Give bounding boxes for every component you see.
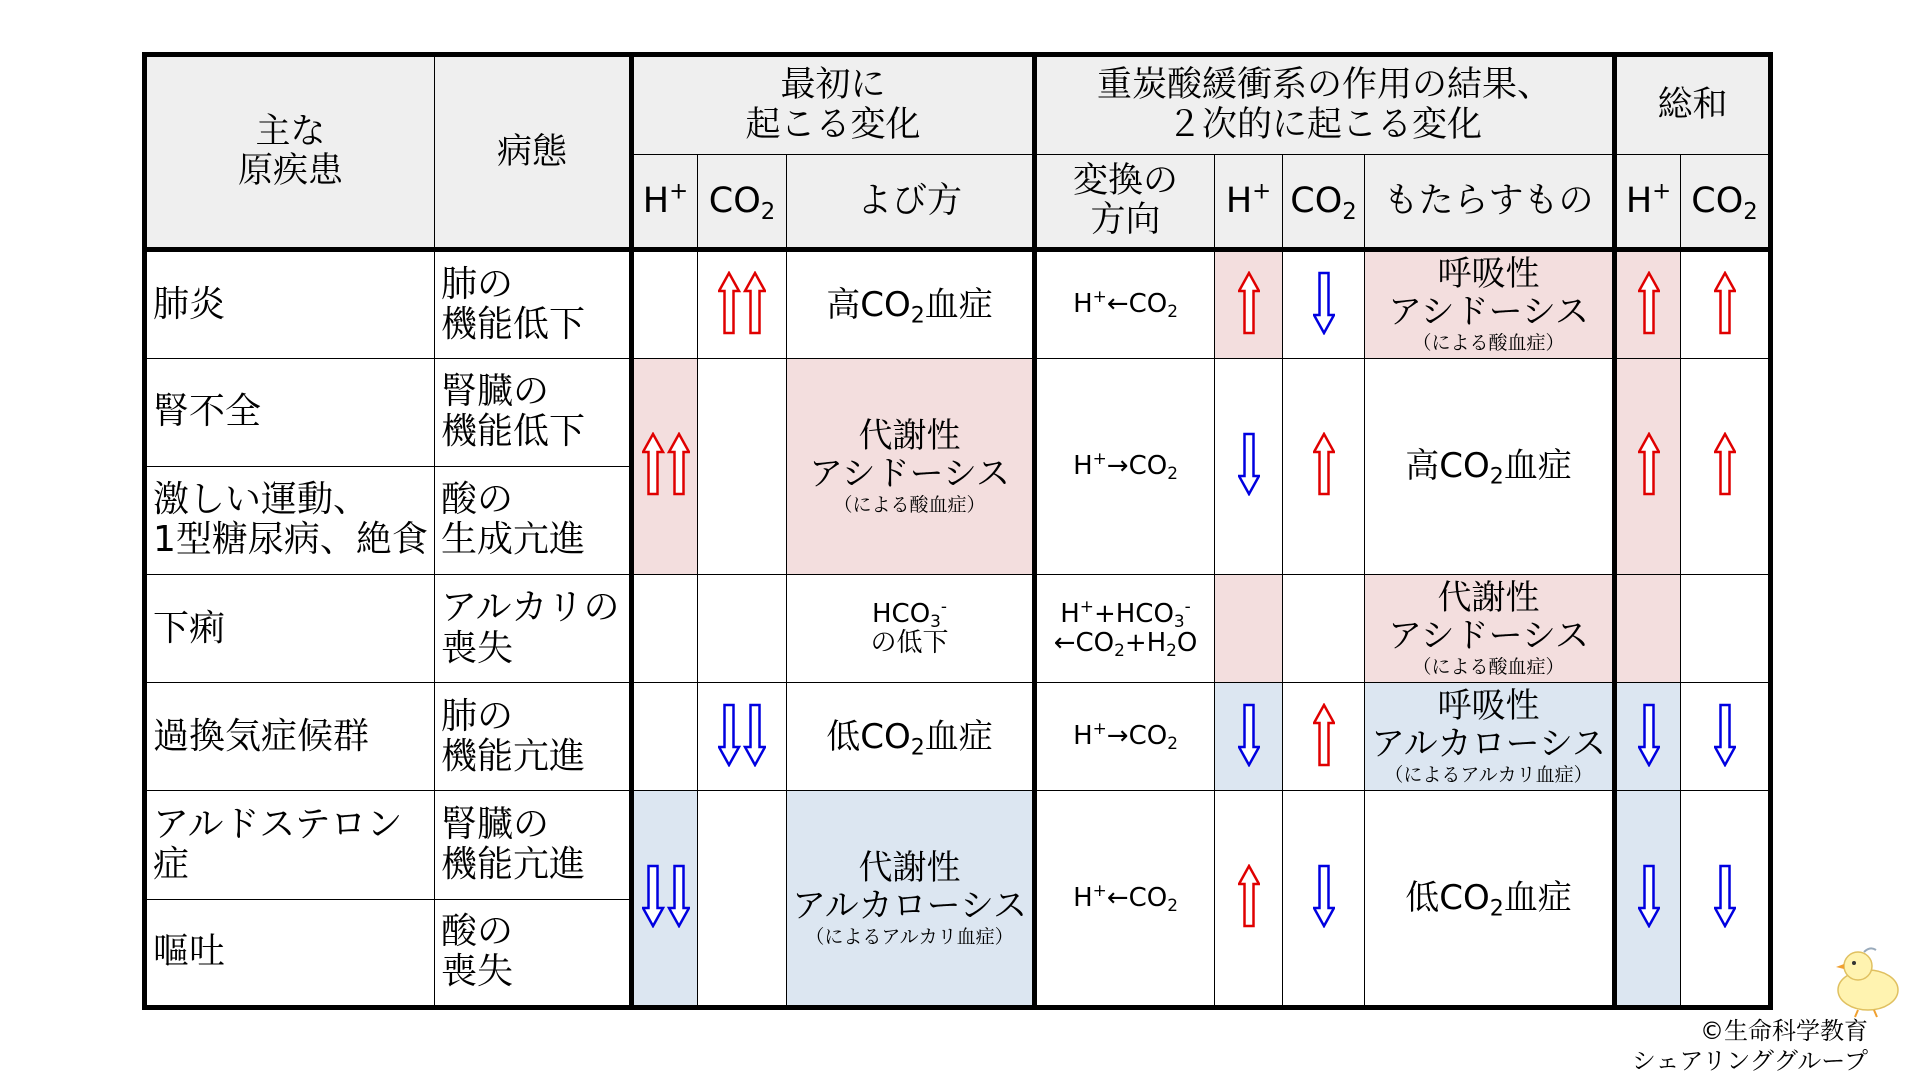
initial-co2-cell	[698, 358, 787, 574]
total-h-cell	[1615, 575, 1681, 683]
header-initial-change: 最初に 起こる変化	[632, 55, 1035, 155]
up-arrow-icon	[1238, 864, 1260, 932]
disease-cell: 激しい運動、 1型糖尿病、絶食	[145, 466, 435, 574]
disease-cell: 腎不全	[145, 358, 435, 466]
naming-cell: $HCO_3^-$ の低下	[787, 575, 1035, 683]
initial-co2-cell	[698, 575, 787, 683]
copyright-credit	[1632, 1016, 1868, 1076]
secondary-h-cell	[1215, 575, 1283, 683]
initial-h-cell	[632, 358, 698, 574]
disease-cell: 過換気症候群	[145, 683, 435, 791]
direction-cell: $H^+\leftarrow CO_2$	[1035, 250, 1215, 358]
result-cell: 呼吸性 アルカローシス （によるアルカリ血症）	[1365, 683, 1615, 791]
down-arrow-icon	[1238, 703, 1260, 771]
pathology-cell: 肺の 機能亢進	[435, 683, 632, 791]
up-arrow-icon	[1313, 703, 1335, 771]
credit-line-2: シェアリンググループ	[1631, 1047, 1868, 1075]
pathology-cell: 肺の 機能低下	[435, 250, 632, 358]
up-arrow-icon	[1714, 271, 1736, 339]
double-down-arrow-icon	[718, 703, 766, 771]
disease-cell: アルドステロン症	[145, 791, 435, 899]
pathology-cell: 腎臓の 機能低下	[435, 358, 632, 466]
pathology-cell: 腎臓の 機能亢進	[435, 791, 632, 899]
secondary-co2-cell	[1283, 575, 1365, 683]
header-total-h: H+	[1615, 155, 1681, 250]
secondary-co2-cell	[1283, 791, 1365, 1008]
up-arrow-icon	[1638, 271, 1660, 339]
initial-h-cell	[632, 791, 698, 1008]
down-arrow-icon	[1714, 703, 1736, 771]
naming-cell: 低$CO_2$血症	[787, 683, 1035, 791]
total-h-cell	[1615, 250, 1681, 358]
secondary-h-cell	[1215, 683, 1283, 791]
pathology-cell: 酸の 喪失	[435, 899, 632, 1007]
down-arrow-icon	[1238, 432, 1260, 500]
up-arrow-icon	[1238, 271, 1260, 339]
double-up-arrow-icon	[718, 271, 766, 339]
header-total-co2: $CO_2$	[1681, 155, 1771, 250]
initial-h-cell	[632, 683, 698, 791]
total-h-cell	[1615, 791, 1681, 1008]
initial-co2-cell	[698, 250, 787, 358]
total-co2-cell	[1681, 575, 1771, 683]
down-arrow-icon	[1313, 271, 1335, 339]
secondary-co2-cell	[1283, 250, 1365, 358]
initial-h-cell	[632, 250, 698, 358]
down-arrow-icon	[1638, 864, 1660, 932]
naming-cell: 代謝性 アルカローシス （によるアルカリ血症）	[787, 791, 1035, 1008]
header-secondary-change: 重炭酸緩衝系の作用の結果、 ２次的に起こる変化	[1035, 55, 1615, 155]
direction-cell: $H^++HCO_3^-$ $\leftarrow CO_2+H_2O$	[1035, 575, 1215, 683]
result-cell: 呼吸性 アシドーシス （による酸血症）	[1365, 250, 1615, 358]
direction-cell: $H^+\leftarrow CO_2$	[1035, 791, 1215, 1008]
down-arrow-icon	[1313, 864, 1335, 932]
disease-cell: 嘔吐	[145, 899, 435, 1007]
total-co2-cell	[1681, 791, 1771, 1008]
up-arrow-icon	[1638, 432, 1660, 500]
header-pathology: 病態	[435, 55, 632, 250]
secondary-h-cell	[1215, 791, 1283, 1008]
result-cell: 高$CO_2$血症	[1365, 358, 1615, 574]
direction-cell: $H^+\to CO_2$	[1035, 683, 1215, 791]
secondary-co2-cell	[1283, 358, 1365, 574]
header-result: もたらすもの	[1365, 155, 1615, 250]
header-total: 総和	[1615, 55, 1771, 155]
header-primary-disease: 主な 原疾患	[145, 55, 435, 250]
chick-mascot-icon	[1818, 938, 1918, 1018]
secondary-h-cell	[1215, 358, 1283, 574]
result-cell: 低$CO_2$血症	[1365, 791, 1615, 1008]
double-down-arrow-icon	[642, 864, 690, 932]
acid-base-table	[142, 52, 1773, 1010]
total-h-cell	[1615, 683, 1681, 791]
header-naming: よび方	[787, 155, 1035, 250]
up-arrow-icon	[1714, 432, 1736, 500]
initial-co2-cell	[698, 791, 787, 1008]
initial-co2-cell	[698, 683, 787, 791]
disease-cell: 下痢	[145, 575, 435, 683]
header-initial-co2: $CO_2$	[698, 155, 787, 250]
header-secondary-co2: $CO_2$	[1283, 155, 1365, 250]
total-co2-cell	[1681, 683, 1771, 791]
initial-h-cell	[632, 575, 698, 683]
header-initial-h: H+	[632, 155, 698, 250]
secondary-h-cell	[1215, 250, 1283, 358]
result-cell: 代謝性 アシドーシス （による酸血症）	[1365, 575, 1615, 683]
up-arrow-icon	[1313, 432, 1335, 500]
total-co2-cell	[1681, 358, 1771, 574]
down-arrow-icon	[1714, 864, 1736, 932]
header-secondary-h: H+	[1215, 155, 1283, 250]
header-conversion-direction: 変換の 方向	[1035, 155, 1215, 250]
double-up-arrow-icon	[642, 432, 690, 500]
secondary-co2-cell	[1283, 683, 1365, 791]
pathology-cell: アルカリの 喪失	[435, 575, 632, 683]
pathology-cell: 酸の 生成亢進	[435, 466, 632, 574]
naming-cell: 代謝性 アシドーシス （による酸血症）	[787, 358, 1035, 574]
total-h-cell	[1615, 358, 1681, 574]
credit-line-1: ©生命科学教育	[1700, 1017, 1868, 1045]
down-arrow-icon	[1638, 703, 1660, 771]
total-co2-cell	[1681, 250, 1771, 358]
direction-cell: $H^+\to CO_2$	[1035, 358, 1215, 574]
naming-cell: 高$CO_2$血症	[787, 250, 1035, 358]
disease-cell: 肺炎	[145, 250, 435, 358]
